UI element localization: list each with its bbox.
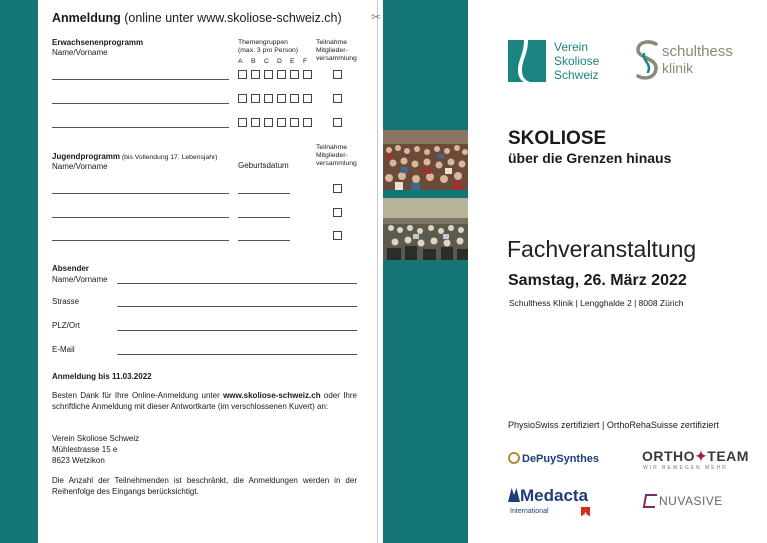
member-assembly-checkbox[interactable] — [333, 208, 342, 217]
sender-street-label: Strasse — [52, 297, 80, 306]
adult-program-header: Erwachsenenprogramm Name/Vorname — [52, 38, 144, 57]
adult-name-field[interactable] — [52, 127, 229, 128]
theme-a-checkbox[interactable] — [238, 118, 247, 127]
theme-d-checkbox[interactable] — [277, 94, 286, 103]
theme-b-checkbox[interactable] — [251, 118, 260, 127]
youth-birthdate-field[interactable] — [238, 240, 290, 241]
schulthess-klinik-logo-text: schulthess klinik — [662, 43, 733, 76]
theme-b-checkbox[interactable] — [251, 70, 260, 79]
member-assembly-checkbox[interactable] — [333, 94, 342, 103]
sender-email-label: E-Mail — [52, 345, 75, 354]
medacta-m-icon — [508, 488, 520, 502]
member-assembly-checkbox[interactable] — [333, 184, 342, 193]
theme-e-checkbox[interactable] — [290, 118, 299, 127]
left-teal-band — [0, 0, 38, 543]
orthoteam-logo: ORTHO✦TEAM — [642, 448, 749, 464]
audience-photo-1 — [383, 130, 468, 190]
youth-member-assembly-header: Teilnahme Mitglieder- versammlung — [316, 144, 357, 167]
event-location: Schulthess Klinik | Lengghalde 2 | 8008 Zürich — [509, 298, 684, 308]
swiss-flag-icon — [581, 507, 590, 516]
sender-name-label: Name/Vorname — [52, 275, 108, 284]
nuvasive-mark-icon — [643, 494, 657, 508]
schulthess-klinik-logo-mark — [634, 40, 660, 82]
depuy-synthes-mark-icon — [508, 452, 520, 464]
orthoteam-tagline: WIR BEWEGEN MEHR — [643, 465, 728, 471]
sender-zip-label: PLZ/Ort — [52, 321, 81, 330]
sender-heading: Absender — [52, 264, 89, 273]
middle-teal-band — [383, 0, 468, 543]
subheadline: über die Grenzen hinaus — [508, 150, 672, 166]
sender-email-field[interactable] — [117, 354, 357, 355]
event-type: Fachveranstaltung — [507, 236, 697, 262]
youth-name-field[interactable] — [52, 193, 229, 194]
theme-d-checkbox[interactable] — [277, 70, 286, 79]
theme-f-checkbox[interactable] — [303, 70, 312, 79]
scissors-icon: ✂ — [371, 10, 382, 24]
headline: SKOLIOSE — [508, 128, 607, 149]
birthdate-header: Geburtsdatum — [238, 161, 289, 170]
registration-deadline: Anmeldung bis 11.03.2022 — [52, 372, 152, 381]
adult-member-assembly-header: Teilnahme Mitglieder- versammlung — [316, 39, 357, 62]
website-link[interactable]: www.skoliose-schweiz.ch — [223, 391, 321, 400]
theme-groups-header: Themengruppen (max. 3 pro Person) — [238, 39, 299, 54]
youth-program-header: Jugendprogramm (bis Vollendung 17. Lebensjahr) Name/Vorname — [52, 152, 218, 171]
form-title: Anmeldung (online unter www.skoliose-schweiz.ch) — [52, 11, 342, 25]
adult-name-field[interactable] — [52, 79, 229, 80]
member-assembly-checkbox[interactable] — [333, 118, 342, 127]
theme-f-checkbox[interactable] — [303, 94, 312, 103]
theme-c-checkbox[interactable] — [264, 118, 273, 127]
depuy-synthes-logo: DePuySynthes — [508, 452, 599, 465]
theme-e-checkbox[interactable] — [290, 70, 299, 79]
medacta-subtitle: International — [510, 508, 549, 515]
youth-name-field[interactable] — [52, 217, 229, 218]
limit-note: Die Anzahl der Teilnehmenden ist beschränkt, die Anmeldungen werden in der Reihenfolge des Eingangs berücksichtigt. — [52, 476, 357, 496]
theme-a-checkbox[interactable] — [238, 94, 247, 103]
theme-b-checkbox[interactable] — [251, 94, 260, 103]
fold-cut-line — [377, 0, 378, 543]
youth-name-field[interactable] — [52, 240, 229, 241]
orthoteam-figure-icon: ✦ — [695, 448, 708, 464]
sender-zip-field[interactable] — [117, 330, 357, 331]
youth-birthdate-field[interactable] — [238, 217, 290, 218]
theme-e-checkbox[interactable] — [290, 94, 299, 103]
thanks-paragraph: Besten Dank für Ihre Online-Anmeldung unter www.skoliose-schweiz.ch oder Ihre schriftliche Anmeldung mit dieser Antwortkarte (im verschlossenen Kuvert) an: — [52, 391, 357, 411]
postal-address: Verein Skoliose Schweiz Mühlestrasse 15 e 8623 Wetzikon — [52, 434, 140, 465]
theme-c-checkbox[interactable] — [264, 70, 273, 79]
sender-street-field[interactable] — [117, 306, 357, 307]
verein-skoliose-schweiz-logo-mark — [508, 40, 548, 82]
medacta-logo: Medacta — [508, 486, 588, 506]
theme-a-checkbox[interactable] — [238, 70, 247, 79]
member-assembly-checkbox[interactable] — [333, 231, 342, 240]
sender-name-field[interactable] — [117, 283, 357, 284]
event-date: Samstag, 26. März 2022 — [508, 272, 687, 289]
theme-c-checkbox[interactable] — [264, 94, 273, 103]
member-assembly-checkbox[interactable] — [333, 70, 342, 79]
theme-f-checkbox[interactable] — [303, 118, 312, 127]
audience-photo-2 — [383, 198, 468, 260]
certification-note: PhysioSwiss zertifiziert | OrthoRehaSuisse zertifiziert — [508, 420, 719, 430]
adult-name-field[interactable] — [52, 103, 229, 104]
verein-skoliose-schweiz-logo-text: Verein Skoliose Schweiz — [554, 40, 600, 82]
theme-d-checkbox[interactable] — [277, 118, 286, 127]
nuvasive-logo: NUVASIVE — [644, 494, 723, 508]
youth-birthdate-field[interactable] — [238, 193, 290, 194]
